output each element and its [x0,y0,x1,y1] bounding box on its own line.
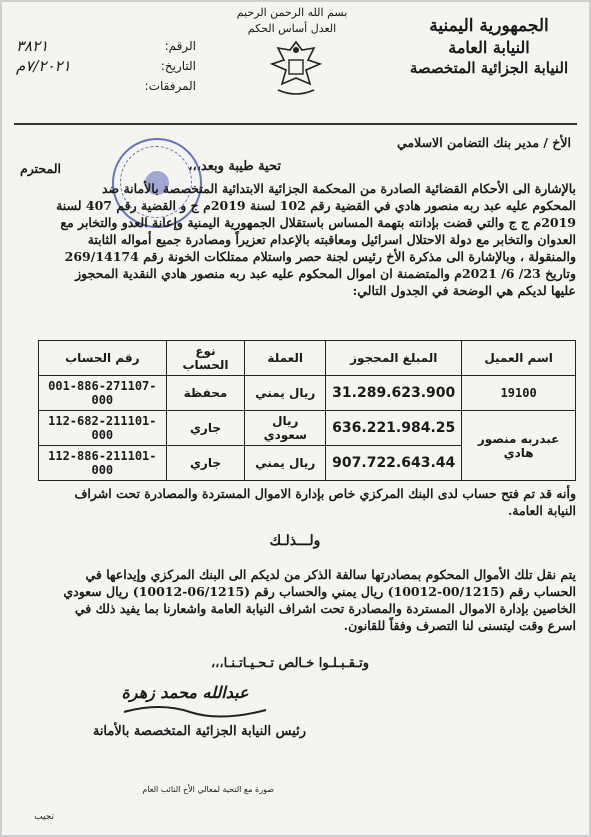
account-number-cell: 112-886-211101-000 [39,446,167,481]
number-label: الرقم: [164,39,196,53]
intro-line: وتاريخ 23/ 6/ 2021م والمتضمنة ان اموال المحكوم عليه عبد ربه منصور هادي النقدية المحجوز [75,266,576,281]
paragraph-line: اسرع وقت ليتسنى لنا التصرف وفقاً للقانون. [343,618,576,633]
number-value: ٣٨٢١ [16,37,49,55]
office-name: النيابة العامة [448,38,530,57]
frozen-accounts-table [38,340,576,481]
country-name: الجمهورية اليمنية [429,16,549,36]
signature-stroke-icon [120,700,270,720]
col-currency: العملة [245,341,326,376]
eagle-emblem-icon [268,38,324,100]
amount-cell: 31.289.623.900 [326,376,462,411]
account-opened-paragraph [20,485,576,519]
col-account-number: رقم الحساب [39,341,167,376]
table-row [39,376,576,411]
col-account-type: نوع الحساب [166,341,245,376]
intro-line: المحكوم عليه عبد ربه منصور هادي في القضية رقم 102 لسنة 2019م ج و القضية رقم 407 لسنة [56,198,576,213]
closing-line: وتـقـبـلـوا خـالص تـحـيـاتـنـا،،، [210,656,370,671]
paragraph-line: النيابة العامة. [507,503,576,518]
col-amount: المبلغ المحجوز [326,341,462,376]
respected-label: المحترم [20,161,61,176]
attachments-label: المرفقات: [144,79,196,93]
intro-line: العدوان والتخابر مع دولة الاحتلال اسرائيل ومعاقبته بالإعدام تعزيراً ومصادرة جميع أمواله الثابتة [87,232,576,247]
table-header-row [39,341,576,376]
intro-line: بالإشارة الى الأحكام القضائية الصادرة من المحكمة الجزائية الابتدائية المتخصصة بالأمانة ضد [101,181,576,196]
amount-cell: 636.221.984.25 [326,411,462,446]
basmala: بسم الله الرحمن الرحيم [236,6,348,19]
recipient: الأخ / مدير بنك التضامن الاسلامي [397,135,571,150]
reference-block [16,36,196,96]
date-value: ٧/٢٠٢١م [16,57,71,75]
paragraph-line: وأنه قد تم فتح حساب لدى البنك المركزي خاص بإدارة الاموال المستردة والمصادرة تحت اشراف [74,486,576,501]
greeting: تحية طيبة وبعد،،، [188,159,281,174]
currency-cell: ريال يمني [245,376,326,411]
instruction-paragraph [20,566,576,634]
cc-note: صورة مع التحية لمعالي الأخ النائب العام [142,785,274,794]
signature-name: عبدالله محمد زهرة [121,683,249,702]
paragraph-line: الخاصين بإدارة الاموال المستردة والمصادرة تحت اشراف النيابة العامة واشعارنا بما يفيد ذلك في [74,601,576,616]
account-type-cell: محفظة [166,376,245,411]
intro-line: 2019م ج ج والتي قضت بإدانته بتهمة المساس باستقلال الجمهورية اليمنية وإعانة العدو والتخابر مع [60,215,576,230]
col-client-name: اسم العميل [462,341,576,376]
therefore-heading: ولـــذلـك [269,533,321,549]
footer-note: تجيب [34,812,54,822]
motto: العدل أساس الحكم [247,22,337,35]
header-divider [14,123,577,125]
signature-title: رئيس النيابة الجزائية المتخصصة بالأمانة [92,724,306,739]
amount-cell: 907.722.643.44 [326,446,462,481]
intro-paragraph [20,180,576,299]
date-label: التاريخ: [160,59,196,73]
client-name: عبدربه منصور هادي [462,411,576,481]
table-row [39,411,576,446]
intro-line: عليها لديكم هي الوضحة في الجدول التالي: [352,283,576,298]
account-number-cell: 112-682-211101-000 [39,411,167,446]
account-type-cell: جاري [166,411,245,446]
client-id: 19100 [462,376,576,411]
department-name: النيابة الجزائية المتخصصة [409,59,569,77]
paragraph-line: يتم نقل تلك الأموال المحكوم بمصادرتها سالفة الذكر من لديكم الى البنك المركزي وإيداعها في [85,567,576,582]
intro-line: والمنقولة ، وبالإشارة الى مذكرة الأخ رئيس لجنة حصر واستلام ممتلكات الخونة رقم 269/14174 [64,249,576,264]
currency-cell: ريال سعودي [245,411,326,446]
currency-cell: ريال يمني [245,446,326,481]
letterhead [399,16,579,77]
paragraph-line: الحساب رقم (00/1215-10012) ريال يمني والحساب رقم (06/1215-10012) ريال سعودي [63,584,576,599]
account-number-cell: 001-886-271107-000 [39,376,167,411]
account-type-cell: جاري [166,446,245,481]
